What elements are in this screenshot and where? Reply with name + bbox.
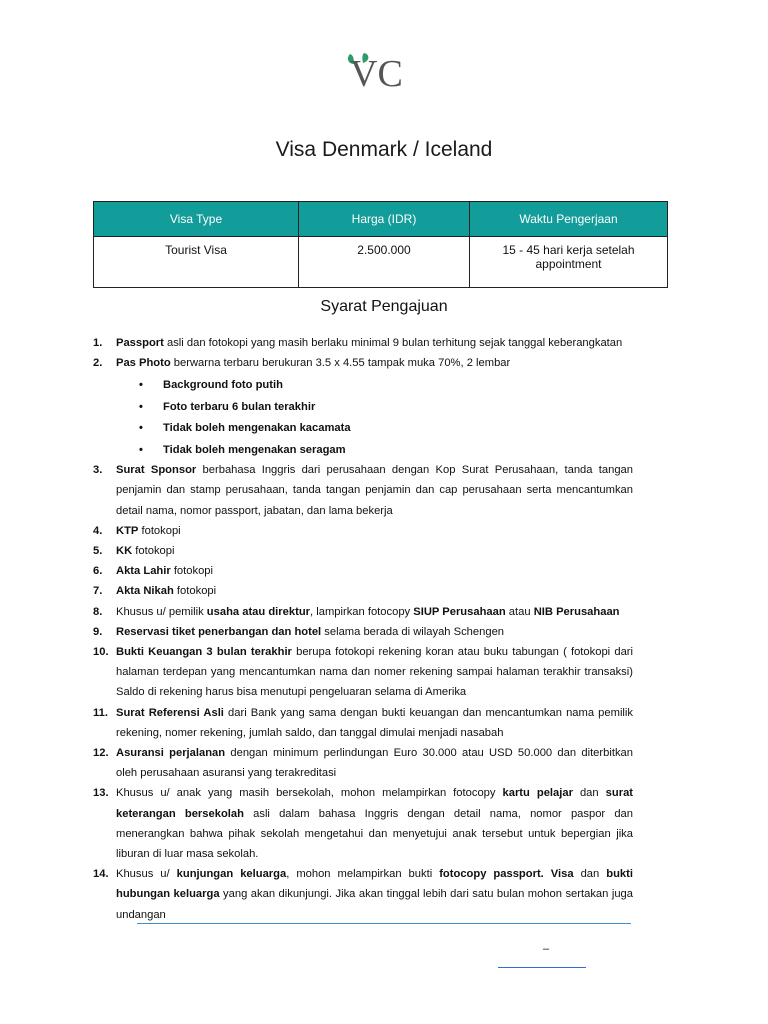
- requirement-subitem: • Tidak boleh mengenakan kacamata: [93, 418, 633, 438]
- requirement-subitem: • Background foto putih: [93, 375, 633, 395]
- requirement-item: [93, 703, 633, 743]
- requirement-number: 14.: [93, 868, 109, 881]
- requirements-title: Syarat Pengajuan: [320, 298, 448, 315]
- bullet-icon: •: [139, 422, 143, 435]
- cell-processing-time: 15 - 45 hari kerja setelah appointment: [470, 237, 668, 288]
- requirement-text: Akta Lahir fotokopi: [116, 565, 214, 578]
- requirement-item: [93, 783, 633, 864]
- bullet-icon: •: [139, 444, 143, 457]
- requirement-subitem: • Foto terbaru 6 bulan terakhir: [93, 397, 633, 417]
- footer-link-underline[interactable]: [498, 967, 586, 968]
- requirement-item: [93, 521, 633, 541]
- requirement-item: [93, 622, 633, 642]
- requirement-number: 9.: [93, 625, 103, 638]
- requirement-text: Khusus u/ anak yang masih bersekolah, mohon melampirkan fotocopy kartu pelajar dan surat keterangan bersekolah asli dalam bahasa Inggris dengan detail nama, nomor paspor dan menerangkan bahwa pihak sekolah mengetahui dan menyetujui anak tersebut untuk bepergian jika liburan di luar masa sekolah.: [116, 787, 634, 861]
- column-header-visa-type: Visa Type: [94, 202, 299, 237]
- visa-price-table: [93, 201, 668, 288]
- requirement-text: Khusus u/ pemilik usaha atau direktur, lampirkan fotocopy SIUP Perusahaan atau NIB Perusahaan: [116, 605, 620, 618]
- requirement-number: 4.: [93, 524, 103, 537]
- requirement-text: Passport asli dan fotokopi yang masih berlaku minimal 9 bulan terhitung sejak tanggal keberangkatan: [116, 337, 623, 349]
- company-logo: [344, 48, 410, 90]
- requirement-text: Bukti Keuangan 3 bulan terakhir berupa fotokopi rekening koran atau buku tabungan ( fotokopi dari halaman terdepan yang mencantumkan nama dan nomer rekening sampai halaman terakhir transaksi) Saldo di rekening harus bisa menutupi pengeluaran selama di Amerika: [116, 646, 634, 699]
- requirement-number: 8.: [93, 605, 103, 618]
- requirement-text: Khusus u/ kunjungan keluarga, mohon melampirkan bukti fotocopy passport. Visa dan bukti hubungan keluarga yang akan dikunjungi. Jika akan tinggal lebih dari satu bulan mohon sertakan juga undangan: [116, 868, 633, 921]
- cell-visa-type: Tourist Visa: [94, 237, 299, 288]
- requirement-number: 11.: [93, 706, 108, 719]
- requirement-item: [93, 460, 633, 521]
- requirement-number: 2.: [93, 357, 103, 370]
- requirement-item: [93, 581, 633, 601]
- requirement-text: KTP fotokopi: [116, 524, 181, 537]
- requirement-item: [93, 561, 633, 581]
- column-header-processing-time: Waktu Pengerjaan: [470, 202, 668, 237]
- requirement-text: Surat Referensi Asli dari Bank yang sama dengan bukti keuangan dan mencantumkan nama pemilik rekening, nomer rekening, jumlah saldo, dan tanggal dimulai menjadi nasabah: [116, 706, 633, 739]
- column-header-price: Harga (IDR): [299, 202, 470, 237]
- table-row: [94, 237, 668, 288]
- page-title: Visa Denmark / Iceland: [275, 138, 493, 161]
- requirement-number: 10.: [93, 646, 109, 659]
- requirement-text: KK fotokopi: [116, 545, 175, 558]
- requirement-text: Asuransi perjalanan dengan minimum perlindungan Euro 30.000 atau USD 50.000 dan diterbitkan oleh perusahaan asuransi yang terakreditasi: [116, 747, 633, 780]
- footer-divider: [137, 923, 631, 924]
- requirement-item: [93, 353, 633, 373]
- requirement-item: [93, 864, 633, 925]
- cell-price: 2.500.000: [299, 237, 470, 288]
- logo-text: VC: [350, 53, 403, 90]
- requirement-number: 3.: [93, 464, 103, 477]
- requirement-item: [93, 333, 633, 353]
- requirement-number: 12.: [93, 747, 109, 760]
- requirements-list: [93, 333, 633, 925]
- requirement-number: 1.: [93, 337, 103, 349]
- requirement-text: Reservasi tiket penerbangan dan hotel selama berada di wilayah Schengen: [116, 625, 505, 638]
- requirement-text: Akta Nikah fotokopi: [116, 585, 217, 598]
- table-header-row: [94, 202, 668, 237]
- requirement-number: 5.: [93, 545, 103, 558]
- requirement-number: 6.: [93, 565, 103, 578]
- bullet-icon: •: [139, 378, 143, 391]
- requirement-subitem: • Tidak boleh mengenakan seragam: [93, 440, 633, 460]
- bullet-icon: •: [139, 400, 143, 413]
- requirement-text: Surat Sponsor berbahasa Inggris dari perusahaan dengan Kop Surat Perusahaan, tanda tangan penjamin dan stamp perusahaan, tanda tangan penjamin dan cap perusahaan serta mencantumkan detail nama, nomor passport, jabatan, dan lama bekerja: [116, 464, 634, 517]
- requirement-number: 7.: [93, 585, 103, 598]
- requirement-number: 13.: [93, 787, 109, 800]
- requirement-item: [93, 541, 633, 561]
- footer-dash: –: [543, 943, 550, 955]
- requirement-item: [93, 743, 633, 783]
- requirement-text: Pas Photo berwarna terbaru berukuran 3.5 x 4.55 tampak muka 70%, 2 lembar: [116, 357, 511, 370]
- requirement-item: [93, 602, 633, 622]
- requirement-item: [93, 642, 633, 703]
